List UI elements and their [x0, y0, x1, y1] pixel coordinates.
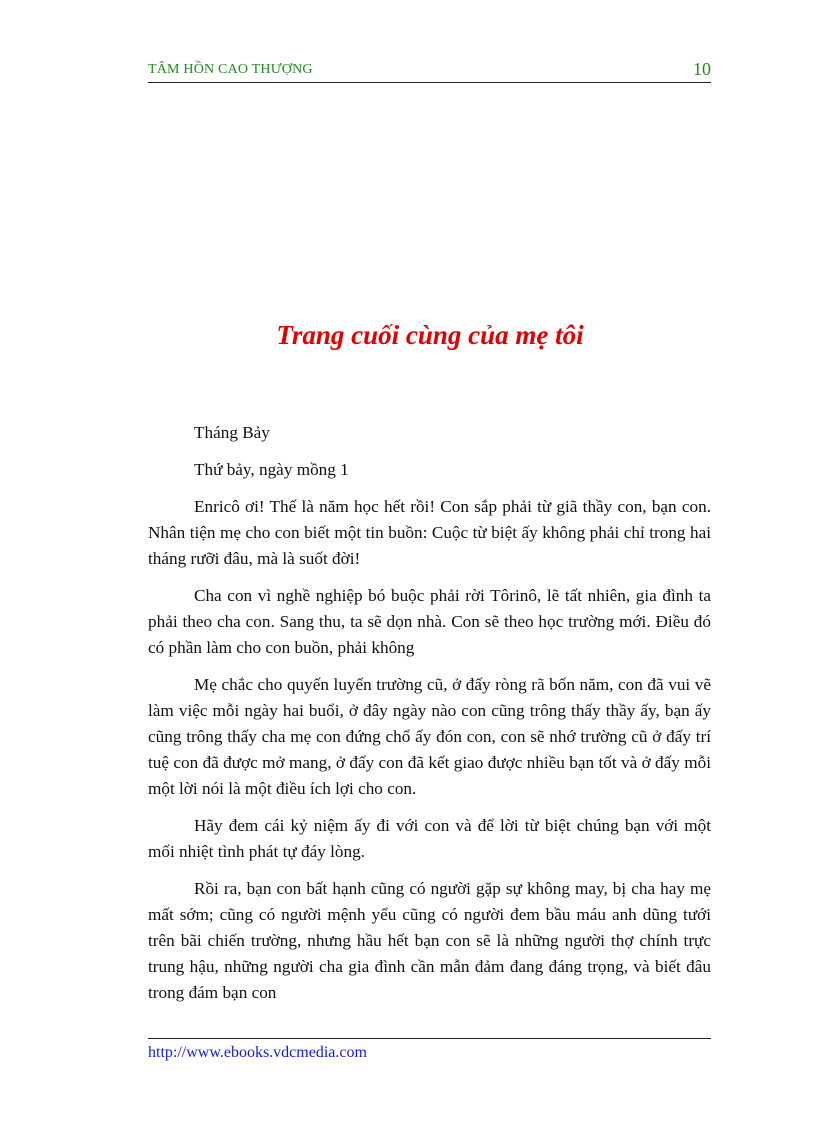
paragraph-date: Thứ bảy, ngày mồng 1: [194, 460, 349, 479]
footer-url-link[interactable]: http://www.ebooks.vdcmedia.com: [148, 1044, 367, 1061]
page-header: [148, 60, 711, 83]
paragraph: Mẹ chắc cho quyến luyến trường cũ, ở đấy ròng rã bốn năm, con đã vui vẽ làm việc mỗi ngày hai buổi, ở đây ngày nào con cũng trông thấy thầy ấy, bạn ấy cũng trông thấy cha mẹ con đứng chổ ấy đón con, con sẽ nhớ trường cũ ở đấy trí tuệ con đã được mở mang, ở đấy con đã kết giao được nhiều bạn tốt và ở đấy mỗi một lời nói là một điều ích lợi cho con.: [148, 675, 711, 798]
body-text: [148, 420, 711, 1017]
paragraph: Hãy đem cái kỷ niệm ấy đi với con và để lời từ biệt chúng bạn với một mối nhiệt tình phát tự đáy lòng.: [148, 816, 711, 861]
chapter-title: Trang cuối cùng của mẹ tôi: [276, 320, 584, 350]
paragraph: Enricô ơi! Thế là năm học hết rồi! Con sắp phải từ giã thầy con, bạn con. Nhân tiện mẹ cho con biết một tin buồn: Cuộc từ biệt ấy không phải chỉ trong hai tháng rưỡi đâu, mà là suốt đời!: [148, 497, 711, 568]
page-footer: [148, 1038, 711, 1062]
paragraph-month: Tháng Bảy: [194, 423, 270, 442]
paragraph: Rồi ra, bạn con bất hạnh cũng có người gặp sự không may, bị cha hay mẹ mất sớm; cũng có người mệnh yểu cũng có người đem bầu máu anh dũng tưới trên bãi chiến trường, nhưng hầu hết bạn con sẽ là những người thợ chính trực trung hậu, những người cha gia đình cần mẫn đảm đang đáng trọng, và biết đâu trong đám bạn con: [148, 879, 711, 1002]
paragraph: Cha con vì nghề nghiệp bó buộc phải rời Tôrinô, lẽ tất nhiên, gia đình ta phải theo cha con. Sang thu, ta sẽ dọn nhà. Con sẽ theo học trường mới. Điều đó có phần làm cho con buồn, phải không: [148, 586, 711, 657]
page-number: 10: [693, 59, 711, 79]
book-title: TÂM HỒN CAO THƯỢNG: [148, 62, 313, 77]
